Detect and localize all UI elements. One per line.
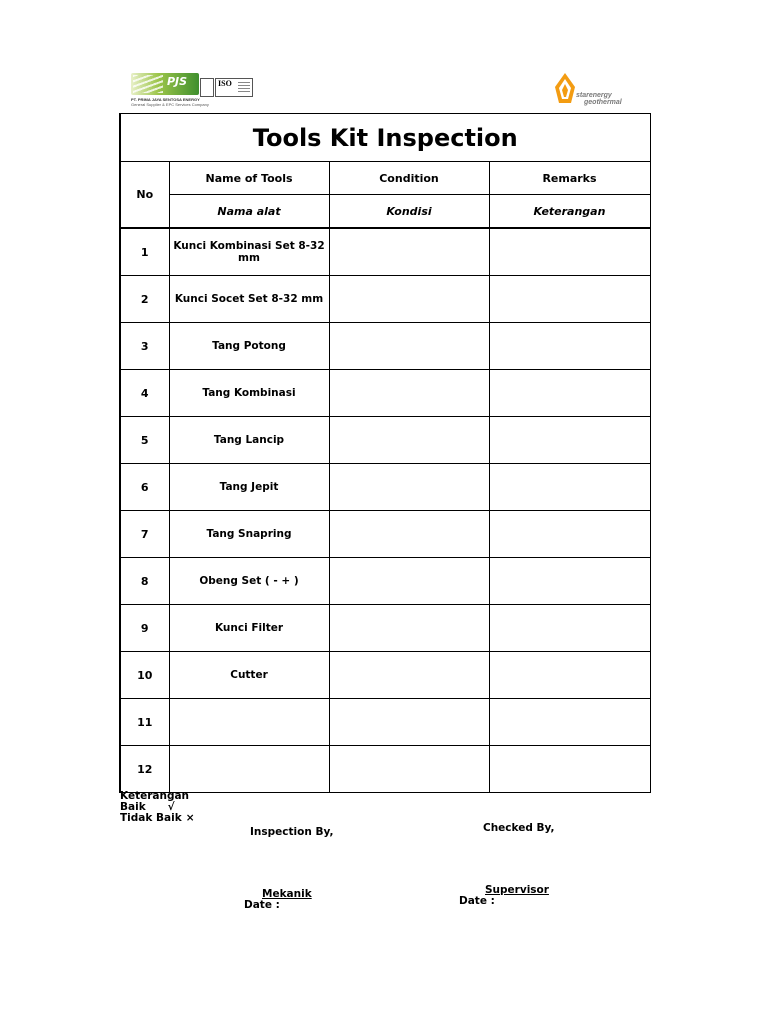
table-row	[120, 228, 650, 276]
tool-name-cell: Tang Kombinasi	[169, 370, 329, 417]
legend-title: Keterangan	[120, 790, 190, 802]
row-number: 4	[120, 370, 169, 417]
company-logo-pjs	[131, 73, 253, 109]
condition-cell	[329, 511, 489, 558]
remarks-cell	[489, 699, 650, 746]
table-row	[120, 605, 650, 652]
condition-cell	[329, 228, 489, 276]
tool-name-cell: Kunci Socet Set 8-32 mm	[169, 276, 329, 323]
inspection-by-label: Inspection By,	[250, 826, 334, 838]
row-number: 5	[120, 417, 169, 464]
condition-cell	[329, 652, 489, 699]
legend-bad-label: Tidak Baik	[120, 812, 182, 824]
remarks-cell	[489, 605, 650, 652]
column-header-condition-id: Kondisi	[329, 195, 489, 229]
remarks-cell	[489, 276, 650, 323]
tool-name-cell	[169, 699, 329, 746]
condition-cell	[329, 370, 489, 417]
legend-bad-mark: ×	[185, 812, 195, 824]
tool-name-cell	[169, 746, 329, 793]
column-header-remarks-en: Remarks	[489, 162, 650, 195]
table-row	[120, 370, 650, 417]
tools-inspection-table	[119, 113, 651, 793]
company-logo-star-energy	[552, 73, 622, 111]
certification-badge-icon	[200, 78, 214, 97]
remarks-cell	[489, 652, 650, 699]
remarks-cell	[489, 511, 650, 558]
condition-cell	[329, 464, 489, 511]
tool-name-cell: Obeng Set ( - + )	[169, 558, 329, 605]
column-header-remarks-id: Keterangan	[489, 195, 650, 229]
row-number: 11	[120, 699, 169, 746]
condition-cell	[329, 699, 489, 746]
column-header-name-en: Name of Tools	[169, 162, 329, 195]
supervisor-date-label: Date :	[459, 895, 495, 907]
mechanic-date-label: Date :	[244, 899, 280, 911]
remarks-cell	[489, 558, 650, 605]
tool-name-cell: Kunci Kombinasi Set 8-32 mm	[169, 228, 329, 276]
condition-cell	[329, 558, 489, 605]
legend	[120, 791, 195, 824]
table-row	[120, 511, 650, 558]
condition-cell	[329, 323, 489, 370]
table-row	[120, 464, 650, 511]
form-title: Tools Kit Inspection	[120, 114, 650, 162]
star-energy-flame-icon	[554, 73, 576, 109]
row-number: 3	[120, 323, 169, 370]
legend-good-label: Baik	[120, 801, 146, 813]
remarks-cell	[489, 323, 650, 370]
column-header-name-id: Nama alat	[169, 195, 329, 229]
column-header-condition-en: Condition	[329, 162, 489, 195]
column-header-no: No	[120, 162, 169, 229]
star-energy-wordmark: starenergy	[576, 92, 612, 99]
row-number: 8	[120, 558, 169, 605]
remarks-cell	[489, 746, 650, 793]
row-number: 1	[120, 228, 169, 276]
row-number: 9	[120, 605, 169, 652]
iso-certification-badge	[215, 78, 253, 97]
pjs-company-tagline: General Supplier & EPC Services Company	[131, 102, 209, 107]
pjs-company-name: PT. PRIMA JAYA SENTOSA ENERGY	[131, 97, 200, 102]
table-row	[120, 417, 650, 464]
table-row	[120, 699, 650, 746]
row-number: 10	[120, 652, 169, 699]
supervisor-signature-label: Supervisor	[485, 884, 549, 896]
table-row	[120, 652, 650, 699]
row-number: 6	[120, 464, 169, 511]
table-row	[120, 323, 650, 370]
table-row	[120, 558, 650, 605]
condition-cell	[329, 605, 489, 652]
remarks-cell	[489, 228, 650, 276]
tool-name-cell: Tang Lancip	[169, 417, 329, 464]
pjs-logo-mark	[131, 73, 199, 95]
tool-name-cell: Cutter	[169, 652, 329, 699]
remarks-cell	[489, 417, 650, 464]
remarks-cell	[489, 464, 650, 511]
condition-cell	[329, 417, 489, 464]
tool-name-cell: Tang Jepit	[169, 464, 329, 511]
table-row	[120, 276, 650, 323]
condition-cell	[329, 276, 489, 323]
tool-name-cell: Tang Potong	[169, 323, 329, 370]
mechanic-signature-label: Mekanik	[262, 888, 312, 900]
row-number: 12	[120, 746, 169, 793]
checked-by-label: Checked By,	[483, 822, 555, 834]
table-row	[120, 746, 650, 793]
remarks-cell	[489, 370, 650, 417]
pjs-logo-text: PJS	[167, 75, 188, 88]
legend-good-mark: √	[167, 801, 175, 813]
row-number: 2	[120, 276, 169, 323]
star-energy-subtitle: geothermal	[584, 99, 622, 106]
tool-name-cell: Tang Snapring	[169, 511, 329, 558]
tool-name-cell: Kunci Filter	[169, 605, 329, 652]
row-number: 7	[120, 511, 169, 558]
iso-label: ISO	[218, 79, 232, 88]
condition-cell	[329, 746, 489, 793]
